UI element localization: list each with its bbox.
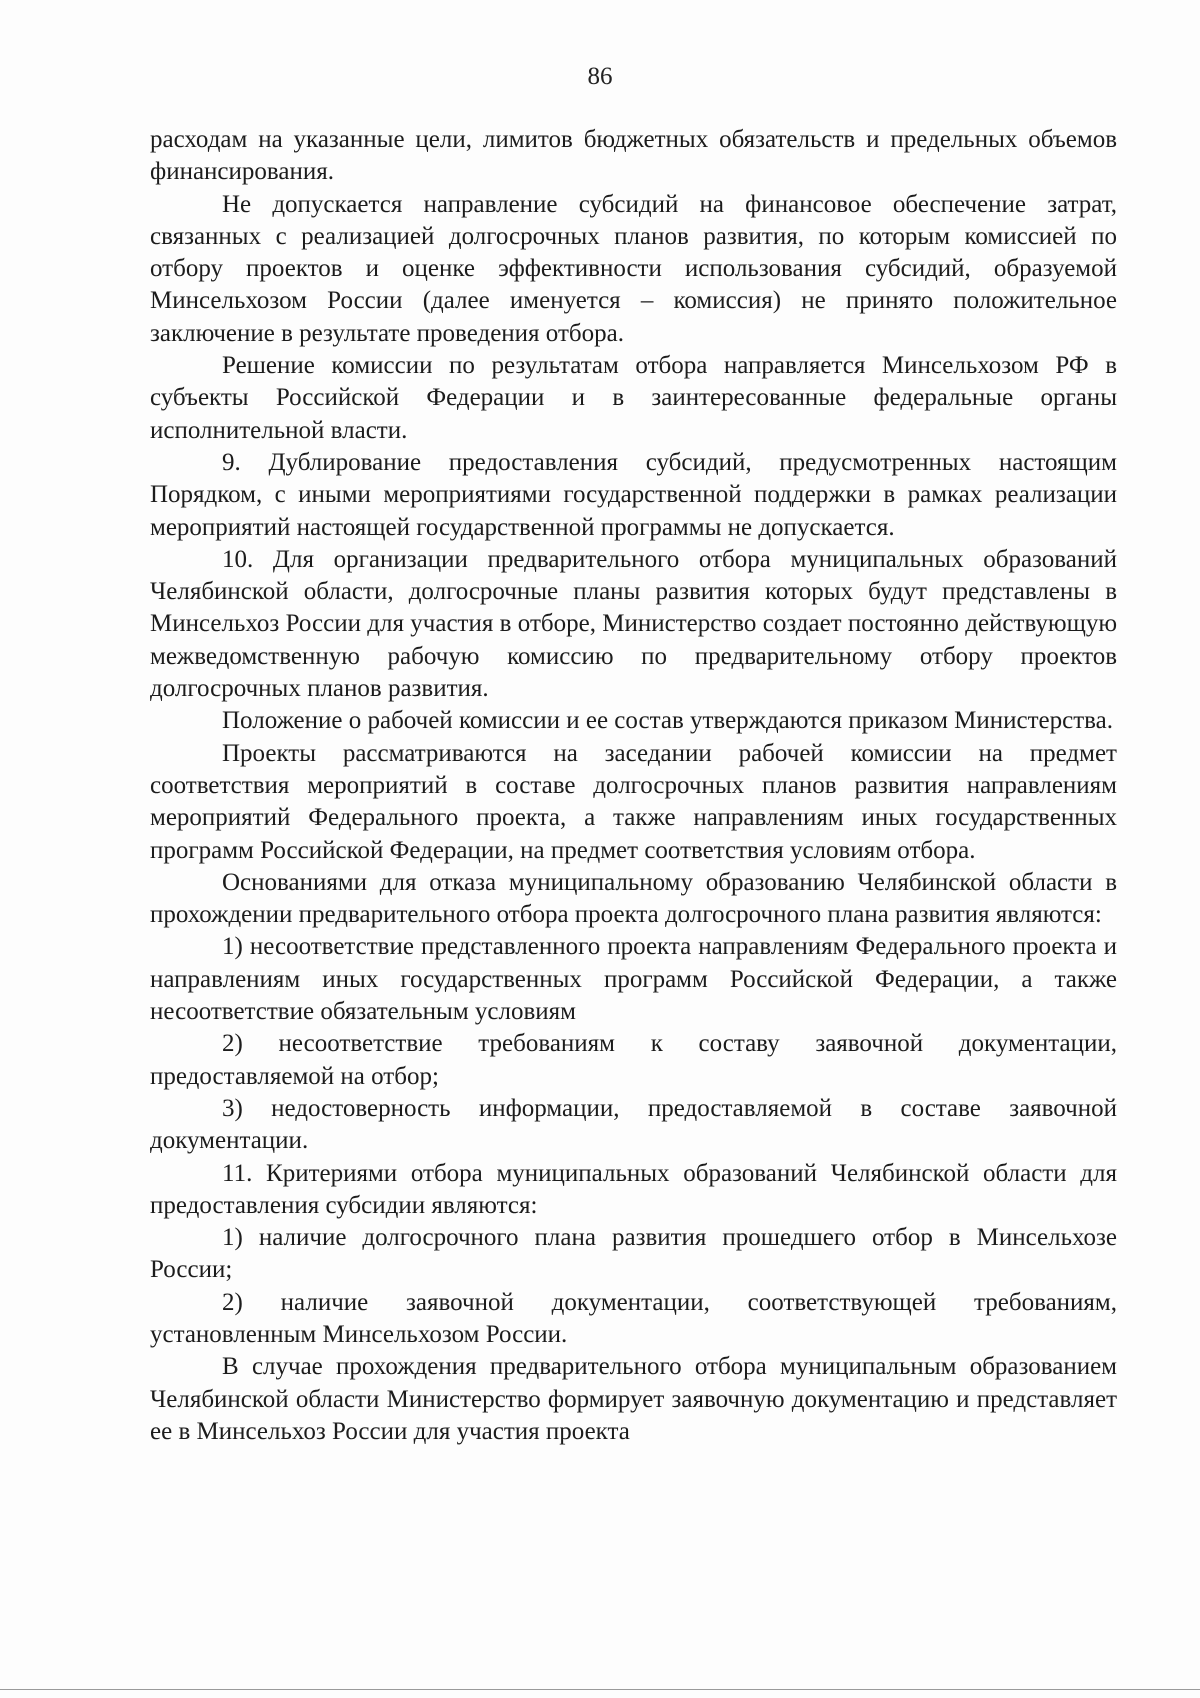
- paragraph: расходам на указанные цели, лимитов бюджетных обязательств и предельных объемов финансирования.: [150, 126, 1117, 186]
- paragraph: Основаниями для отказа муниципальному образованию Челябинской области в прохождении предварительного отбора проекта долгосрочного плана развития являются:: [150, 868, 1117, 929]
- paragraph: 1) несоответствие представленного проекта направлениям Федерального проекта и направлениям иных государственных программ Российской Федерации, а также несоответствие обязательным условиям: [150, 933, 1117, 1026]
- paragraph: Решение комиссии по результатам отбора направляется Минсельхозом РФ в субъекты Российской Федерации и в заинтересованные федеральные органы исполнительной власти.: [150, 352, 1117, 444]
- page-bottom-edge: [0, 1689, 1200, 1690]
- body-text: [150, 124, 1117, 1448]
- paragraph: 10. Для организации предварительного отбора муниципальных образований Челябинской области, долгосрочные планы развития которых будут представлены в Минсельхоз России для участия в отборе, Министерство создает постоянно действующую межведомственную рабочую комиссию по предварительному отбору проектов долгосрочных планов развития.: [150, 545, 1117, 703]
- paragraph: 1) наличие долгосрочного плана развития прошедшего отбор в Минсельхозе России;: [150, 1224, 1117, 1284]
- page-number: 86: [587, 63, 613, 90]
- paragraph: В случае прохождения предварительного отбора муниципальным образованием Челябинской области Министерство формирует заявочную документацию и представляет ее в Минсельхоз России для участия проекта: [150, 1353, 1117, 1445]
- paragraph: 9. Дублирование предоставления субсидий, предусмотренных настоящим Порядком, с иными мероприятиями государственной поддержки в рамках реализации мероприятий настоящей государственной программы не допускается.: [150, 448, 1117, 541]
- paragraph: 2) несоответствие требованиям к составу заявочной документации, предоставляемой на отбор;: [150, 1030, 1117, 1090]
- paragraph: Проекты рассматриваются на заседании рабочей комиссии на предмет соответствия мероприятий в составе долгосрочных планов развития направлениям мероприятий Федерального проекта, а также направлениям иных государственных программ Российской Федерации, на предмет соответствия условиям отбора.: [150, 739, 1117, 864]
- paragraph: 11. Критериями отбора муниципальных образований Челябинской области для предоставления субсидии являются:: [150, 1159, 1117, 1219]
- paragraph: Не допускается направление субсидий на финансовое обеспечение затрат, связанных с реализацией долгосрочных планов развития, по которым комиссией по отбору проектов и оценке эффективности использования субсидий, образуемой Минсельхозом России (далее именуется – комиссия) не принято положительное заключение в результате проведения отбора.: [150, 190, 1117, 347]
- paragraph: 2) наличие заявочной документации, соответствующей требованиям, установленным Минсельхозом России.: [150, 1288, 1117, 1348]
- paragraph: 3) недостоверность информации, предоставляемой в составе заявочной документации.: [150, 1094, 1117, 1155]
- paragraph: Положение о рабочей комиссии и ее состав утверждаются приказом Министерства.: [222, 707, 1113, 735]
